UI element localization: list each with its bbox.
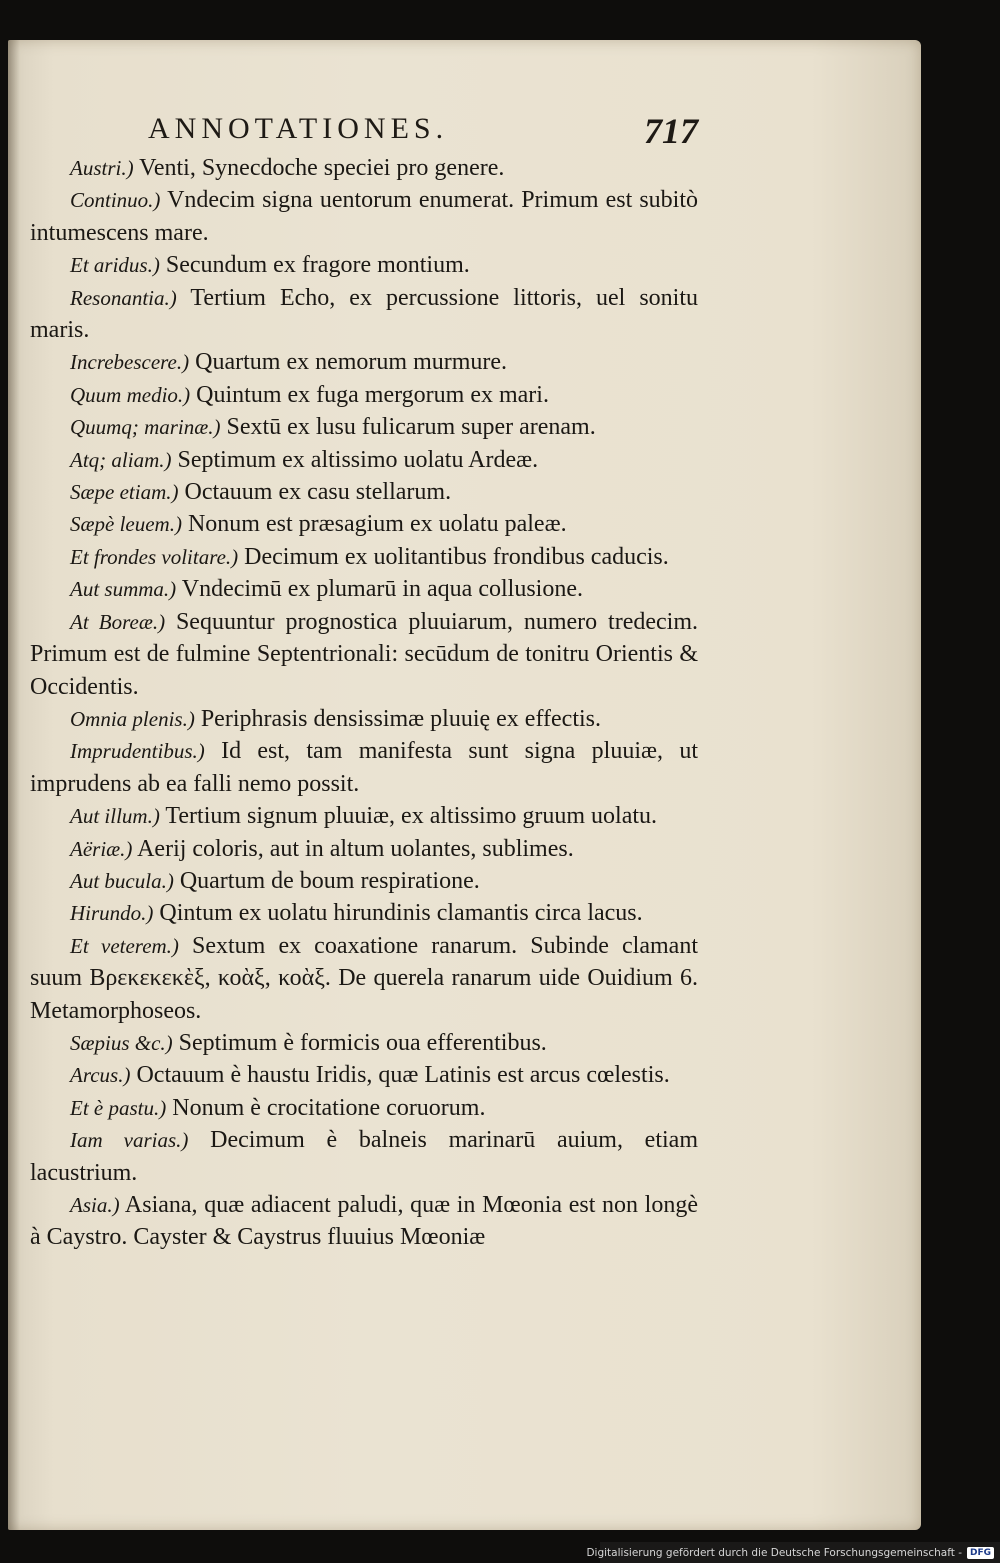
annotation-lemma: Et è pastu.) (70, 1095, 167, 1120)
page-number: 717 (644, 111, 698, 151)
annotation-entry (30, 897, 698, 929)
annotation-text: Quartum de boum respiratione. (179, 867, 480, 894)
annotation-lemma: At Boreæ.) (70, 609, 166, 634)
annotation-lemma: Austri.) (70, 156, 134, 180)
annotation-entry (30, 735, 698, 800)
book-page (8, 40, 921, 1530)
annotation-entry (30, 541, 698, 573)
annotation-entry (30, 1124, 698, 1189)
annotation-entry (30, 703, 698, 735)
annotation-lemma: Atq; aliam.) (70, 447, 172, 472)
annotation-text: Vndecim signa uentorum enumerat. Primum est subitò intumescens mare. (30, 187, 699, 246)
annotation-lemma: Iam varias.) (70, 1128, 189, 1153)
annotation-text: Octauum è haustu Iridis, quæ Latinis est arcus cœlestis. (136, 1062, 670, 1089)
digitization-credit-bar (586, 1542, 1000, 1563)
annotation-entry (30, 1092, 698, 1124)
annotation-lemma: Arcus.) (70, 1063, 131, 1088)
annotation-list (30, 152, 698, 1254)
annotation-text: Decimum è balneis marinarū auium, etiam lacustrium. (30, 1127, 698, 1186)
annotation-entry (30, 346, 698, 378)
annotation-entry (30, 184, 698, 249)
running-head-title: ANNOTATIONES. (148, 112, 449, 145)
annotation-lemma: Sæpe etiam.) (70, 480, 179, 505)
annotation-entry (30, 833, 698, 865)
annotation-lemma: Sæpè leuem.) (70, 512, 182, 537)
annotation-text: Sequuntur prognostica pluuiarum, numero tredecim. Primum est de fulmine Septentrionali: secūdum de tonitru Orientis & Occidentis. (30, 608, 698, 700)
annotation-entry (30, 1189, 698, 1254)
annotation-text: Sextum ex coaxatione ranarum. Subinde clamant suum Βρεκεκεκὲξ, κοὰξ, κοὰξ. De querela ranarum uide Ouidium 6. Metamorphoseos. (30, 932, 698, 1024)
annotation-text: Septimum ex altissimo uolatu Ardeæ. (177, 446, 539, 473)
annotation-text: Periphrasis densissimæ pluuię ex effectis. (200, 705, 601, 732)
annotation-entry (30, 152, 698, 184)
annotation-entry (30, 476, 698, 508)
annotation-text: Nonum è crocitatione coruorum. (172, 1094, 486, 1121)
annotation-lemma: Hirundo.) (70, 901, 154, 926)
annotation-lemma: Quumq; marinæ.) (70, 415, 221, 440)
annotation-entry (30, 444, 698, 476)
annotation-text: Quintum ex fuga mergorum ex mari. (196, 381, 549, 408)
annotation-lemma: Sæpius &c.) (70, 1030, 173, 1055)
dfg-logo: DFG (967, 1547, 994, 1559)
annotation-entry (30, 800, 698, 832)
annotation-lemma: Et veterem.) (70, 933, 179, 958)
annotation-text: Qintum ex uolatu hirundinis clamantis circa lacus. (159, 900, 643, 927)
digitization-credit: Digitalisierung gefördert durch die Deutsche Forschungsgemeinschaft - (586, 1546, 962, 1559)
annotation-text: Aerij coloris, aut in altum uolantes, sublimes. (137, 835, 574, 862)
annotation-text: Secundum ex fragore montium. (165, 252, 470, 279)
running-head (138, 112, 698, 152)
annotation-lemma: Continuo.) (70, 188, 161, 213)
annotation-text: Tertium signum pluuiæ, ex altissimo gruum uolatu. (165, 803, 658, 830)
annotation-lemma: Et aridus.) (70, 253, 160, 278)
annotation-text: Nonum est præsagium ex uolatu paleæ. (187, 511, 567, 538)
annotation-lemma: Et frondes volitare.) (70, 544, 239, 569)
annotation-entry (30, 1059, 698, 1091)
annotation-entry (30, 930, 698, 1027)
annotation-entry (30, 508, 698, 540)
annotation-entry (30, 282, 698, 347)
annotation-entry (30, 865, 698, 897)
annotation-text: Sextū ex lusu fulicarum super arenam. (226, 414, 596, 441)
annotation-text: Septimum è formicis oua efferentibus. (178, 1029, 547, 1056)
annotation-lemma: Aut summa.) (70, 577, 177, 602)
annotation-lemma: Asia.) (70, 1193, 120, 1217)
annotation-lemma: Imprudentibus.) (70, 739, 205, 764)
annotation-entry (30, 249, 698, 281)
annotation-text: Quartum ex nemorum murmure. (195, 349, 508, 376)
annotation-text: Id est, tam manifesta sunt signa pluuiæ, ut imprudens ab ea falli nemo possit. (30, 738, 698, 797)
annotation-text: Octauum ex casu stellarum. (184, 479, 452, 506)
annotation-entry (30, 379, 698, 411)
annotation-entry (30, 606, 698, 703)
annotation-text: Tertium Echo, ex percussione littoris, uel sonitu maris. (30, 284, 698, 344)
annotation-lemma: Increbescere.) (70, 350, 190, 375)
annotation-entry (30, 411, 698, 443)
annotation-lemma: Resonantia.) (70, 285, 177, 310)
annotation-lemma: Omnia plenis.) (70, 706, 195, 731)
annotation-text: Asiana, quæ adiacent paludi, quæ in Mœonia est non longè à Caystro. Cayster & Caystrus fluuius Mœoniæ (30, 1192, 698, 1251)
annotation-entry (30, 573, 698, 605)
annotation-text: Vndecimū ex plumarū in aqua collusione. (181, 576, 583, 603)
annotation-lemma: Aëriæ.) (70, 836, 133, 861)
annotation-entry (30, 1027, 698, 1059)
annotation-lemma: Aut bucula.) (70, 868, 174, 893)
annotation-lemma: Aut illum.) (70, 804, 160, 829)
annotation-lemma: Quum medio.) (70, 382, 191, 407)
annotation-text: Venti, Synecdoche speciei pro genere. (139, 155, 505, 181)
annotation-text: Decimum ex uolitantibus frondibus caducis. (244, 543, 669, 570)
